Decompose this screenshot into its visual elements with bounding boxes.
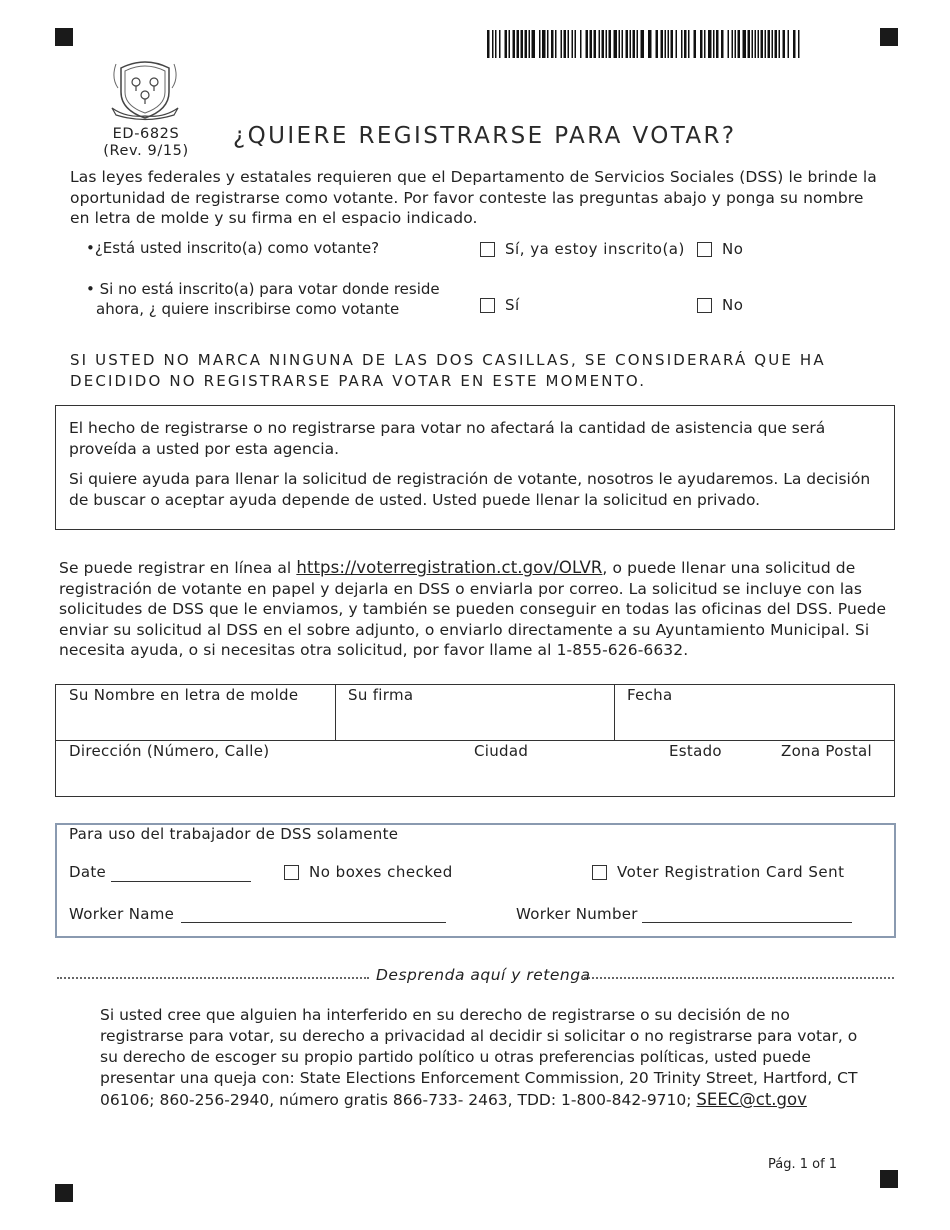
table-row-divider (56, 740, 894, 741)
barcode-bar (564, 30, 567, 58)
barcode-bar (721, 30, 724, 58)
barcode-bar (622, 30, 624, 58)
barcode-bar (713, 30, 715, 58)
worker-number-label: Worker Number (516, 905, 638, 923)
worker-date-line[interactable] (111, 881, 251, 882)
barcode-bar (609, 30, 612, 58)
barcode-bar (656, 30, 659, 58)
barcode-bar (513, 30, 516, 58)
option-register-no[interactable] (697, 296, 743, 314)
barcode-bar (509, 30, 511, 58)
barcode-bar (529, 30, 531, 58)
barcode-bar (547, 30, 549, 58)
page-title: ¿QUIERE REGISTRARSE PARA VOTAR? (233, 123, 737, 149)
detach-line-right (581, 977, 894, 979)
barcode-bar (765, 30, 767, 58)
barcode-bar (580, 30, 582, 58)
applicant-info-table (55, 684, 895, 797)
question-register-now: • Si no está inscrito(a) para votar donde reside ahora, ¿ quiere inscribirse como votante (86, 280, 440, 318)
barcode-bar (637, 30, 639, 58)
barcode-bar (708, 30, 712, 58)
barcode-bar (641, 30, 645, 58)
field-signature[interactable]: Su firma (348, 686, 414, 704)
worker-box-title: Para uso del trabajador de DSS solamente (69, 825, 399, 843)
barcode-bar (626, 30, 629, 58)
option-already-registered-label: Sí, ya estoy inscrito(a) (505, 240, 685, 258)
detach-label: Desprenda aquí y retenga (376, 966, 591, 984)
option-no-boxes-checked[interactable] (284, 863, 453, 881)
barcode-bar (590, 30, 593, 58)
barcode (487, 30, 803, 58)
field-city[interactable]: Ciudad (474, 742, 529, 760)
barcode-bar (665, 30, 667, 58)
no-selection-warning: SI USTED NO MARCA NINGUNA DE LAS DOS CASILLAS, SE CONSIDERARÁ QUE HA DECIDIDO NO REGISTRARSE PARA VOTAR EN ESTE MOMENTO. (70, 351, 826, 390)
field-date[interactable]: Fecha (627, 686, 673, 704)
checkbox-register-yes[interactable] (480, 298, 495, 313)
barcode-bar (551, 30, 554, 58)
registration-mark-top-left (55, 28, 73, 46)
barcode-bar (492, 30, 494, 58)
barcode-bar (752, 30, 754, 58)
barcode-bar (668, 30, 670, 58)
registration-mark-bottom-left (55, 1184, 73, 1202)
field-zip[interactable]: Zona Postal (781, 742, 872, 760)
intro-paragraph: Las leyes federales y estatales requieren que el Departamento de Servicios Sociales (DSS) le brinde la oportunidad de registrarse como votante. Por favor conteste las preguntas abajo y ponga su nombre en letra de molde y su firma en el espacio indicado. (70, 168, 877, 227)
barcode-bar (728, 30, 730, 58)
barcode-bar (630, 30, 632, 58)
worker-name-line[interactable] (181, 922, 446, 923)
barcode-bar (779, 30, 781, 58)
barcode-bar (575, 30, 577, 58)
option-register-no-label: No (722, 296, 744, 314)
detach-line-left (57, 977, 369, 979)
option-register-yes-label: Sí (505, 296, 520, 314)
registration-mark-top-right (880, 28, 898, 46)
checkbox-no-boxes-checked[interactable] (284, 865, 299, 880)
field-printed-name[interactable]: Su Nombre en letra de molde (69, 686, 299, 704)
barcode-bar (602, 30, 605, 58)
field-address[interactable]: Dirección (Número, Calle) (69, 742, 270, 760)
card-sent-label: Voter Registration Card Sent (617, 863, 845, 881)
option-not-registered-label: No (722, 240, 744, 258)
question-registered: •¿Está usted inscrito(a) como votante? (86, 239, 380, 257)
form-code (100, 126, 192, 160)
worker-use-box (55, 823, 896, 938)
barcode-bar (606, 30, 608, 58)
barcode-bar (555, 30, 557, 58)
checkbox-already-registered[interactable] (480, 242, 495, 257)
barcode-bar (772, 30, 774, 58)
field-state[interactable]: Estado (669, 742, 722, 760)
barcode-bar (768, 30, 771, 58)
page-number: Pág. 1 of 1 (768, 1157, 838, 1172)
barcode-bar (738, 30, 741, 58)
option-not-registered[interactable] (697, 240, 743, 258)
barcode-bar (532, 30, 536, 58)
barcode-bar (783, 30, 786, 58)
online-text-before: Se puede registrar en línea al (59, 559, 297, 577)
option-card-sent[interactable] (592, 863, 845, 881)
barcode-bar (732, 30, 734, 58)
form-number: ED-682S (112, 126, 180, 142)
worker-name-label: Worker Name (69, 905, 175, 923)
barcode-bar (542, 30, 546, 58)
notice-paragraph-2: Si quiere ayuda para llenar la solicitud de registración de votante, nosotros le ayudaremos. La decisión de buscar o aceptar ayuda depende de usted. Usted puede llenar la solicitud en privado. (69, 470, 871, 509)
barcode-bar (743, 30, 747, 58)
barcode-bar (568, 30, 570, 58)
seec-email-link[interactable]: SEEC@ct.gov (696, 1090, 807, 1109)
barcode-bar (798, 30, 800, 58)
barcode-bar (704, 30, 706, 58)
barcode-bar (648, 30, 652, 58)
barcode-bar (539, 30, 541, 58)
barcode-bar (661, 30, 664, 58)
barcode-bar (572, 30, 574, 58)
barcode-bar (735, 30, 737, 58)
assistance-notice-box (55, 405, 895, 530)
barcode-bar (614, 30, 618, 58)
barcode-bar (487, 30, 490, 58)
worker-date-label: Date (69, 863, 107, 881)
notice-paragraph-1: El hecho de registrarse o no registrarse para votar no afectará la cantidad de asistencia que será proveída a usted por esta agencia. (69, 419, 826, 458)
barcode-bar (748, 30, 751, 58)
barcode-bar (681, 30, 683, 58)
barcode-bar (586, 30, 589, 58)
barcode-bar (676, 30, 678, 58)
checkbox-register-no[interactable] (697, 298, 712, 313)
olvr-link[interactable]: https://voterregistration.ct.gov/OLVR (296, 558, 603, 577)
barcode-bar (694, 30, 697, 58)
registration-mark-bottom-right (880, 1170, 898, 1188)
barcode-bar (517, 30, 520, 58)
barcode-bar (599, 30, 601, 58)
option-register-yes[interactable] (480, 296, 520, 314)
table-col-divider (614, 685, 615, 740)
barcode-bar (594, 30, 597, 58)
online-text-after: , o puede llenar una solicitud de registración de votante en papel y dejarla en DSS o enviarla por correo. La solicitud se incluye con las solicitudes de DSS que le enviamos, y también se pueden conseguir en todas las oficinas del DSS. Puede enviar su solicitud al DSS en el sobre adjunto, o enviarlo directamente a su Ayuntamiento Municipal. Si necesita ayuda, o si necesitas otra solicitud, por favor llame al 1-855-626-6632. (59, 559, 887, 659)
online-registration-paragraph (59, 558, 894, 661)
worker-number-line[interactable] (642, 922, 852, 923)
barcode-bar (700, 30, 703, 58)
barcode-bar (716, 30, 719, 58)
table-col-divider (335, 685, 336, 740)
barcode-bar (561, 30, 563, 58)
barcode-bar (499, 30, 501, 58)
no-boxes-checked-label: No boxes checked (309, 863, 453, 881)
barcode-bar (688, 30, 690, 58)
complaint-paragraph (100, 1005, 870, 1111)
barcode-bar (671, 30, 674, 58)
barcode-bar (775, 30, 778, 58)
barcode-bar (521, 30, 524, 58)
state-seal-icon (106, 58, 184, 124)
barcode-bar (755, 30, 757, 58)
barcode-bar (505, 30, 508, 58)
barcode-bar (761, 30, 764, 58)
barcode-bar (788, 30, 790, 58)
barcode-bar (495, 30, 497, 58)
barcode-bar (633, 30, 636, 58)
barcode-bar (758, 30, 760, 58)
form-revision: (Rev. 9/15) (103, 143, 189, 159)
complaint-text: Si usted cree que alguien ha interferido en su derecho de registrarse o su decisión de no registrarse para votar, su derecho a privacidad al decidir si solicitar o no registrarse para votar, o su derecho de escoger su propio partido político u otras preferencias políticas, usted puede presentar una queja con: State Elections Enforcement Commission, 20 Trinity Street, Hartford, CT 06106; 860-256-2940, número gratis 866-733- 2463, TDD: 1-800-842-9710; (100, 1006, 858, 1109)
barcode-bar (684, 30, 687, 58)
option-already-registered[interactable] (480, 240, 685, 258)
checkbox-not-registered[interactable] (697, 242, 712, 257)
barcode-bar (619, 30, 621, 58)
barcode-bar (525, 30, 528, 58)
barcode-bar (793, 30, 796, 58)
checkbox-card-sent[interactable] (592, 865, 607, 880)
